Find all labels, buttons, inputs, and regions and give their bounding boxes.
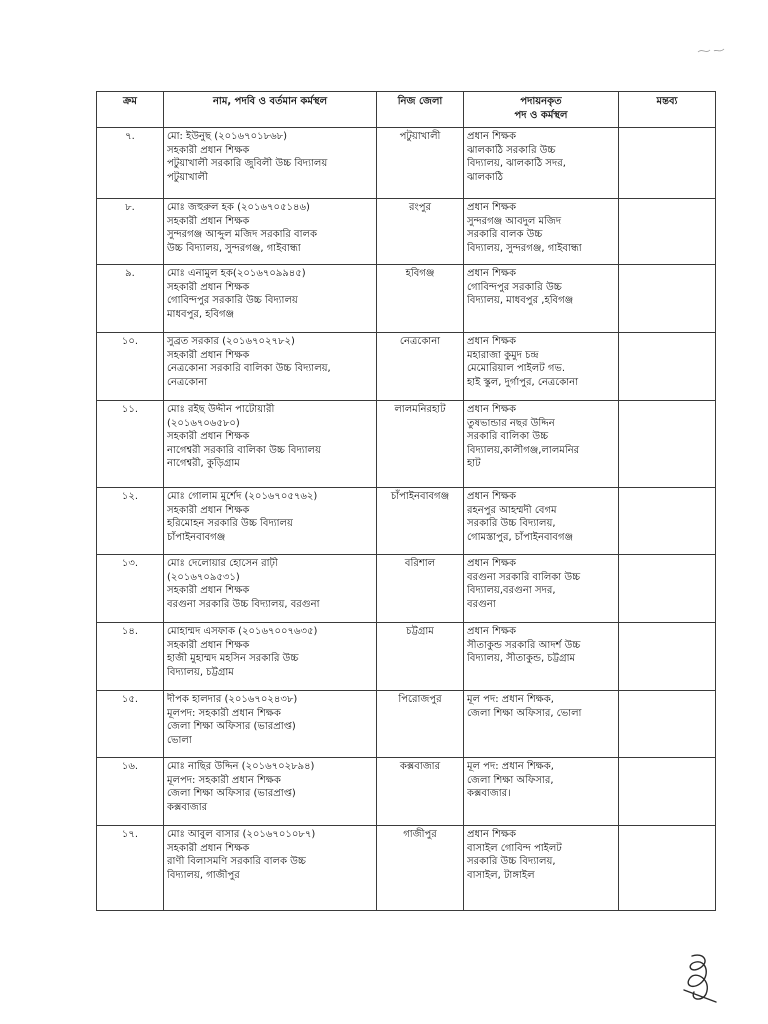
posted-line: সরকারি বালক উচ্চ — [467, 229, 543, 240]
header-remarks: মন্তব্য — [619, 92, 716, 128]
cell-serial: ৮. — [97, 199, 164, 265]
posted-line: মেমোরিয়াল পাইলট গভ. — [467, 363, 566, 374]
posted-line: ঝালকাঠি — [467, 171, 504, 183]
name-line: মো: ইউনুছ (২০১৬৭০১৮৬৮) — [167, 131, 288, 142]
cell-name-designation-workplace — [164, 758, 377, 826]
posted-line: তুষভান্ডার নছর উদ্দিন — [467, 417, 555, 429]
cell-posted-position — [464, 333, 619, 401]
name-line: সহকারী প্রধান শিক্ষক — [167, 842, 250, 854]
name-line: পটুয়াখালী — [167, 171, 208, 183]
name-line: সহকারী প্রধান শিক্ষক — [167, 585, 250, 596]
name-line: হাজী মুহাম্মদ মহসিন সরকারি উচ্চ — [167, 653, 299, 664]
cell-home-district: পটুয়াখালী — [377, 128, 464, 199]
signature-mark — [676, 950, 724, 1006]
posted-line: হাই স্কুল, দুর্গাপুর, নেত্রকোনা — [467, 376, 579, 388]
cell-serial: ১২. — [97, 488, 164, 555]
cell-home-district: চাঁপাইনবাবগঞ্জ — [377, 488, 464, 555]
cell-posted-position — [464, 555, 619, 623]
name-line: সুন্দরগঞ্জ আব্দুল মজিদ সরকারি বালক — [167, 229, 317, 240]
table-body — [97, 128, 716, 911]
name-line: মূলপদ: সহকারী প্রধান শিক্ষক — [167, 707, 281, 719]
cell-home-district: কক্সবাজার — [377, 758, 464, 826]
name-line: পটুয়াখালী সরকারি জুবিলী উচ্চ বিদ্যালয় — [167, 158, 328, 169]
cell-name-designation-workplace — [164, 488, 377, 555]
name-line: মোঃ নাছির উদ্দিন (২০১৬৭০২৮৯৪) — [167, 761, 315, 772]
posted-line: সরকারি উচ্চ বিদ্যালয়, — [467, 518, 556, 529]
cell-home-district: পিরোজপুর — [377, 691, 464, 758]
table-row — [97, 333, 716, 401]
cell-serial: ১১. — [97, 401, 164, 488]
cell-serial: ১৭. — [97, 826, 164, 911]
posted-line: ঝালকাঠি সরকারি উচ্চ — [467, 144, 556, 156]
posted-line: বিদ্যালয়, সীতাকুন্ড, চট্টগ্রাম — [467, 653, 576, 664]
name-line: জেলা শিক্ষা অফিসার (ভারপ্রাপ্ত) — [167, 721, 296, 732]
posted-line: প্রধান শিক্ষক — [467, 131, 516, 142]
name-line: হরিমোহন সরকারি উচ্চ বিদ্যালয় — [167, 518, 293, 529]
header-district: নিজ জেলা — [377, 92, 464, 128]
posted-line: সীতাকুন্ড সরকারি আদর্শ উচ্চ — [467, 639, 581, 651]
table-row — [97, 758, 716, 826]
table-row — [97, 555, 716, 623]
name-line: সহকারী প্রধান শিক্ষক — [167, 215, 250, 227]
name-line: সুব্রত সরকার (২০১৬৭০২৭৮২) — [167, 336, 295, 347]
name-line: বরগুনা সরকারি উচ্চ বিদ্যালয়, বরগুনা — [167, 598, 320, 610]
name-line: নেত্রকোনা — [167, 376, 208, 388]
posted-line: বিদ্যালয়,কালীগঞ্জ,লালমনির — [467, 444, 580, 456]
cell-serial: ৯. — [97, 265, 164, 333]
posted-line: বরগুনা — [467, 598, 496, 610]
header-posted-line1: পদায়নকৃত — [520, 96, 562, 107]
name-line: মোঃ এনামুল হক(২০১৬৭০৯৯৪৫) — [167, 268, 306, 279]
name-line: মোহাম্মদ এসফাক (২০১৬৭০০৭৬৩৫) — [167, 626, 318, 637]
posted-line: সুন্দরগঞ্জ আবদুল মজিদ — [467, 215, 562, 227]
cell-remarks — [619, 333, 716, 401]
cell-remarks — [619, 758, 716, 826]
posted-line: সরকারি উচ্চ বিদ্যালয়, — [467, 856, 556, 867]
name-line: বিদ্যালয়, গাজীপুর — [167, 869, 240, 881]
posted-line: হাট — [467, 458, 481, 469]
table-row — [97, 265, 716, 333]
name-line: মাধবপুর, হবিগঞ্জ — [167, 308, 235, 320]
cell-name-designation-workplace — [164, 826, 377, 911]
name-line: সহকারী প্রধান শিক্ষক — [167, 431, 250, 442]
table-row — [97, 488, 716, 555]
posted-line: বিদ্যালয়, সুন্দরগঞ্জ, গাইবান্ধা — [467, 242, 582, 254]
name-line: চাঁপাইনবাবগঞ্জ — [167, 531, 226, 543]
cell-home-district: হবিগঞ্জ — [377, 265, 464, 333]
posted-line: জেলা শিক্ষা অফিসার, — [467, 774, 554, 786]
table-row — [97, 826, 716, 911]
posting-table — [96, 91, 716, 911]
posted-line: মহারাজা কুমুদ চন্দ্র — [467, 349, 539, 361]
cell-serial: ১৩. — [97, 555, 164, 623]
cell-home-district: লালমনিরহাট — [377, 401, 464, 488]
name-line: মোঃ রইছ উদ্দীন পাটোয়ারী — [167, 404, 275, 415]
posted-line: বাসাইল গোবিন্দ পাইলট — [467, 842, 562, 854]
posted-line: প্রধান শিক্ষক — [467, 829, 516, 840]
name-line: মোঃ দেলোয়ার হোসেন রাঢ়ী — [167, 558, 278, 569]
table-row — [97, 623, 716, 691]
name-line: (২০১৬৭০৯৫৩১) — [167, 571, 240, 583]
name-line: বিদ্যালয়, চট্টগ্রাম — [167, 666, 234, 678]
name-line: উচ্চ বিদ্যালয়, সুন্দরগঞ্জ, গাইবান্ধা — [167, 242, 301, 254]
cell-posted-position — [464, 826, 619, 911]
cell-posted-position — [464, 623, 619, 691]
cell-posted-position — [464, 401, 619, 488]
cell-remarks — [619, 488, 716, 555]
posted-line: বরগুনা সরকারি বালিকা উচ্চ — [467, 571, 581, 583]
name-line: রাণী বিলাসমণি সরকারি বালক উচ্চ — [167, 856, 306, 867]
posted-line: প্রধান শিক্ষক — [467, 268, 516, 279]
cell-posted-position — [464, 265, 619, 333]
cell-serial: ১৫. — [97, 691, 164, 758]
cell-posted-position — [464, 199, 619, 265]
table-row — [97, 691, 716, 758]
table-header-row — [97, 92, 716, 128]
posted-line: গোমস্তাপুর, চাঁপাইনবাবগঞ্জ — [467, 531, 574, 543]
posted-line: জেলা শিক্ষা অফিসার, ভোলা — [467, 707, 582, 719]
name-line: মোঃ আবুল বাসার (২০১৬৭০১০৮৭) — [167, 829, 316, 840]
cell-home-district: চট্টগ্রাম — [377, 623, 464, 691]
name-line: মোঃ জহুরুল হক (২০১৬৭০৫১৪৬) — [167, 202, 310, 213]
cell-name-designation-workplace — [164, 401, 377, 488]
posted-line: বিদ্যালয়,বরগুনা সদর, — [467, 585, 556, 596]
posted-line: প্রধান শিক্ষক — [467, 558, 516, 569]
cell-remarks — [619, 555, 716, 623]
posted-line: গোবিন্দপুর সরকারি উচ্চ — [467, 281, 562, 293]
header-posted — [464, 92, 619, 128]
name-line: মূলপদ: সহকারী প্রধান শিক্ষক — [167, 774, 281, 786]
posted-line: সরকারি বালিকা উচ্চ — [467, 431, 549, 442]
cell-name-designation-workplace — [164, 555, 377, 623]
cell-remarks — [619, 199, 716, 265]
cell-posted-position — [464, 758, 619, 826]
cell-serial: ১৪. — [97, 623, 164, 691]
cell-name-designation-workplace — [164, 128, 377, 199]
header-name: নাম, পদবি ও বর্তমান কর্মস্থল — [164, 92, 377, 128]
table-row — [97, 128, 716, 199]
posted-line: প্রধান শিক্ষক — [467, 202, 516, 213]
posted-line: বাসাইল, টাঙ্গাইল — [467, 869, 535, 881]
cell-posted-position — [464, 691, 619, 758]
cell-name-designation-workplace — [164, 623, 377, 691]
name-line: কক্সবাজার — [167, 801, 208, 813]
header-posted-line2: পদ ও কর্মস্থল — [514, 109, 568, 121]
cell-serial: ১৬. — [97, 758, 164, 826]
name-line: নাগেশ্বরী সরকারি বালিকা উচ্চ বিদ্যালয় — [167, 444, 321, 456]
name-line: মোঃ গোলাম মুর্শেদ (২০১৬৭০৫৭৬২) — [167, 491, 318, 502]
name-line: সহকারী প্রধান শিক্ষক — [167, 504, 250, 516]
table-row — [97, 199, 716, 265]
table-row — [97, 401, 716, 488]
cell-name-designation-workplace — [164, 691, 377, 758]
cell-remarks — [619, 691, 716, 758]
cell-remarks — [619, 826, 716, 911]
cell-posted-position — [464, 128, 619, 199]
posted-line: প্রধান শিক্ষক — [467, 336, 516, 347]
name-line: (২০১৬৭০৬৫৮০) — [167, 417, 240, 429]
cell-serial: ১০. — [97, 333, 164, 401]
name-line: দীপক হালদার (২০১৬৭০২৪৩৮) — [167, 694, 298, 705]
posted-line: মূল পদ: প্রধান শিক্ষক, — [467, 761, 554, 772]
cell-remarks — [619, 623, 716, 691]
posted-line: মূল পদ: প্রধান শিক্ষক, — [467, 694, 554, 705]
cell-serial: ৭. — [97, 128, 164, 199]
name-line: ভোলা — [167, 734, 192, 746]
posted-line: রহনপুর আহম্মদী বেগম — [467, 504, 557, 516]
cell-name-designation-workplace — [164, 265, 377, 333]
cell-name-designation-workplace — [164, 333, 377, 401]
name-line: জেলা শিক্ষা অফিসার (ভারপ্রাপ্ত) — [167, 788, 296, 799]
name-line: সহকারী প্রধান শিক্ষক — [167, 639, 250, 651]
cell-home-district: গাজীপুর — [377, 826, 464, 911]
name-line: সহকারী প্রধান শিক্ষক — [167, 144, 250, 156]
cell-remarks — [619, 265, 716, 333]
cell-home-district: বরিশাল — [377, 555, 464, 623]
posted-line: প্রধান শিক্ষক — [467, 626, 516, 637]
name-line: সহকারী প্রধান শিক্ষক — [167, 349, 250, 361]
posted-line: বিদ্যালয়, মাধবপুর ,হবিগঞ্জ — [467, 295, 574, 306]
cell-name-designation-workplace — [164, 199, 377, 265]
cell-remarks — [619, 401, 716, 488]
name-line: সহকারী প্রধান শিক্ষক — [167, 281, 250, 293]
header-serial: ক্রম — [97, 92, 164, 128]
name-line: গোবিন্দপুর সরকারি উচ্চ বিদ্যালয় — [167, 295, 298, 306]
posted-line: প্রধান শিক্ষক — [467, 491, 516, 502]
cell-posted-position — [464, 488, 619, 555]
name-line: নেত্রকোনা সরকারি বালিকা উচ্চ বিদ্যালয়, — [167, 363, 331, 374]
posted-line: কক্সবাজার। — [467, 788, 511, 799]
cell-home-district: রংপুর — [377, 199, 464, 265]
name-line: নাগেশ্বরী, কুড়িগ্রাম — [167, 458, 240, 469]
cell-home-district: নেত্রকোনা — [377, 333, 464, 401]
posted-line: বিদ্যালয়, ঝালকাঠি সদর, — [467, 158, 566, 169]
posted-line: প্রধান শিক্ষক — [467, 404, 516, 415]
corner-pen-mark — [696, 44, 726, 56]
cell-remarks — [619, 128, 716, 199]
